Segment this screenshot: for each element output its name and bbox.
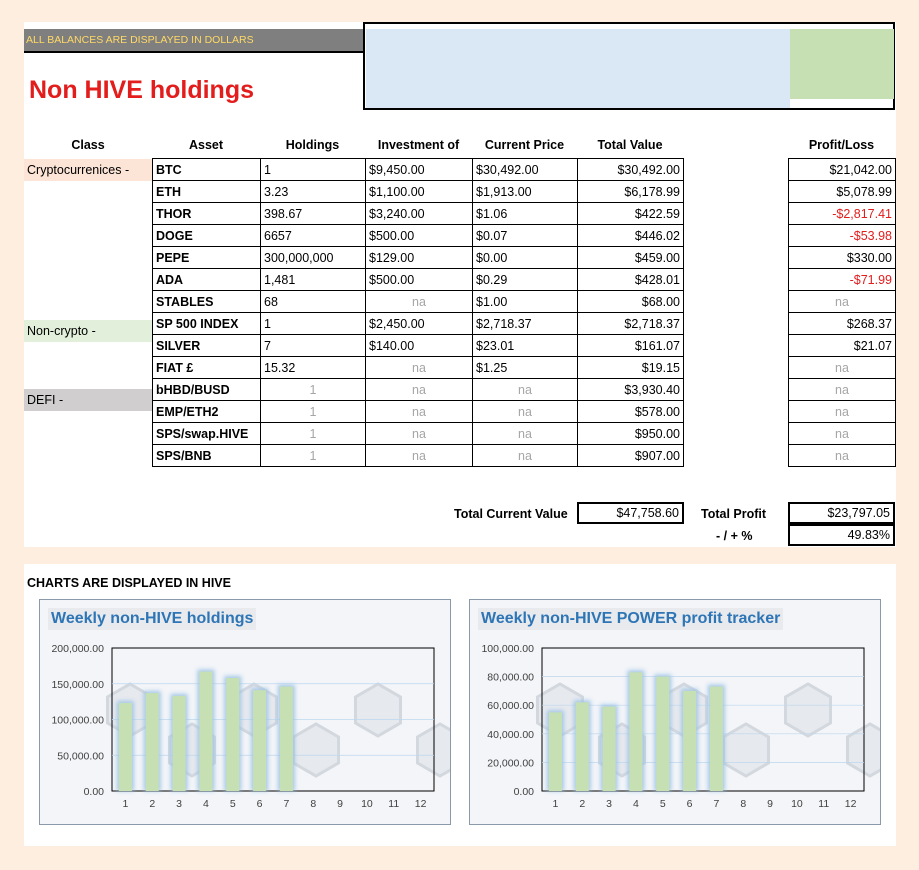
profit-loss-table bbox=[788, 158, 896, 467]
cell-investment[interactable]: na bbox=[366, 423, 473, 445]
y-tick-label: 150,000.00 bbox=[51, 678, 104, 691]
cell-investment[interactable]: na bbox=[366, 445, 473, 467]
bar[interactable] bbox=[576, 702, 589, 791]
table-row bbox=[789, 181, 896, 203]
cell-profit-loss[interactable]: $21.07 bbox=[789, 335, 896, 357]
cell-asset[interactable]: STABLES bbox=[153, 291, 261, 313]
table-row bbox=[153, 203, 684, 225]
bar[interactable] bbox=[549, 712, 562, 791]
y-tick-label: 0.00 bbox=[83, 786, 104, 798]
x-tick-label: 6 bbox=[686, 798, 693, 810]
profit-chart-svg bbox=[470, 600, 880, 824]
x-tick-label: 8 bbox=[310, 798, 317, 810]
cell-profit-loss[interactable]: na bbox=[789, 379, 896, 401]
holdings-chart-title: Weekly non-HIVE holdings bbox=[48, 608, 256, 630]
cell-total[interactable]: $30,492.00 bbox=[578, 159, 684, 181]
cell-profit-loss[interactable]: -$53.98 bbox=[789, 225, 896, 247]
bar[interactable] bbox=[656, 677, 669, 791]
class-defi: DEFI - bbox=[24, 389, 152, 411]
header-box-blue bbox=[366, 29, 790, 108]
cell-profit-loss[interactable]: $21,042.00 bbox=[789, 159, 896, 181]
y-tick-label: 0.00 bbox=[513, 786, 534, 798]
charts-sheet bbox=[24, 564, 896, 846]
x-tick-label: 2 bbox=[579, 798, 586, 810]
table-row bbox=[153, 313, 684, 335]
cell-total[interactable]: $578.00 bbox=[578, 401, 684, 423]
cell-total[interactable]: $950.00 bbox=[578, 423, 684, 445]
x-tick-label: 11 bbox=[818, 798, 830, 810]
cell-holdings[interactable]: 15.32 bbox=[261, 357, 366, 379]
x-tick-label: 3 bbox=[606, 798, 613, 810]
header-box bbox=[363, 22, 895, 110]
cell-holdings[interactable]: 1 bbox=[261, 445, 366, 467]
y-tick-label: 100,000.00 bbox=[51, 714, 104, 727]
y-tick-label: 200,000.00 bbox=[51, 643, 104, 655]
cell-total[interactable]: $161.07 bbox=[578, 335, 684, 357]
cell-total[interactable]: $446.02 bbox=[578, 225, 684, 247]
cell-asset[interactable]: bHBD/BUSD bbox=[153, 379, 261, 401]
cell-profit-loss[interactable]: -$71.99 bbox=[789, 269, 896, 291]
cell-investment[interactable]: $1,100.00 bbox=[366, 181, 473, 203]
class-crypto: Cryptocurrenices - bbox=[24, 159, 152, 181]
cell-price[interactable]: $0.00 bbox=[473, 247, 578, 269]
y-tick-label: 80,000.00 bbox=[487, 671, 534, 684]
x-tick-label: 4 bbox=[632, 798, 639, 810]
x-tick-label: 4 bbox=[202, 798, 209, 810]
cell-holdings[interactable]: 1 bbox=[261, 401, 366, 423]
x-tick-label: 1 bbox=[122, 798, 129, 810]
cell-asset[interactable]: FIAT £ bbox=[153, 357, 261, 379]
cell-investment[interactable]: $129.00 bbox=[366, 247, 473, 269]
holdings-chart-svg bbox=[40, 600, 450, 824]
bar[interactable] bbox=[710, 687, 723, 791]
table-row bbox=[153, 357, 684, 379]
table-row bbox=[153, 291, 684, 313]
total-current-label: Total Current Value bbox=[454, 507, 568, 521]
total-profit-label: Total Profit bbox=[701, 507, 767, 521]
cell-holdings[interactable]: 6657 bbox=[261, 225, 366, 247]
x-tick-label: 12 bbox=[844, 798, 857, 810]
currency-banner: ALL BALANCES ARE DISPLAYED IN DOLLARS bbox=[24, 29, 364, 51]
x-tick-label: 5 bbox=[659, 798, 666, 810]
page-title: Non HIVE holdings bbox=[29, 76, 254, 104]
cell-price[interactable]: na bbox=[473, 379, 578, 401]
y-tick-label: 100,000.00 bbox=[481, 643, 534, 655]
x-tick-label: 10 bbox=[361, 798, 373, 810]
holdings-sheet bbox=[24, 22, 896, 547]
cell-profit-loss[interactable]: na bbox=[789, 357, 896, 379]
table-row bbox=[153, 423, 684, 445]
cell-asset[interactable]: THOR bbox=[153, 203, 261, 225]
x-tick-label: 7 bbox=[283, 798, 290, 810]
cell-asset[interactable]: ETH bbox=[153, 181, 261, 203]
bar[interactable] bbox=[119, 703, 132, 791]
table-row bbox=[789, 445, 896, 467]
profit-chart-title: Weekly non-HIVE POWER profit tracker bbox=[478, 608, 783, 630]
table-row bbox=[153, 401, 684, 423]
table-row bbox=[789, 335, 896, 357]
cell-profit-loss[interactable]: -$2,817.41 bbox=[789, 203, 896, 225]
cell-price[interactable]: $0.29 bbox=[473, 269, 578, 291]
x-tick-label: 6 bbox=[256, 798, 263, 810]
cell-holdings[interactable]: 68 bbox=[261, 291, 366, 313]
header-profit-loss: Profit/Loss bbox=[808, 138, 875, 152]
cell-investment[interactable]: $3,240.00 bbox=[366, 203, 473, 225]
bar[interactable] bbox=[253, 690, 266, 791]
cell-asset[interactable]: BTC bbox=[153, 159, 261, 181]
cell-price[interactable]: na bbox=[473, 423, 578, 445]
x-tick-label: 12 bbox=[414, 798, 427, 810]
cell-price[interactable]: $1.06 bbox=[473, 203, 578, 225]
cell-profit-loss[interactable]: na bbox=[789, 291, 896, 313]
table-row bbox=[789, 313, 896, 335]
bar[interactable] bbox=[280, 687, 293, 791]
table-row bbox=[789, 423, 896, 445]
table-row bbox=[789, 225, 896, 247]
header-class: Class bbox=[71, 138, 105, 152]
cell-total[interactable]: $2,718.37 bbox=[578, 313, 684, 335]
cell-price[interactable]: $2,718.37 bbox=[473, 313, 578, 335]
x-tick-label: 11 bbox=[388, 798, 400, 810]
cell-investment[interactable]: na bbox=[366, 379, 473, 401]
cell-holdings[interactable]: 1,481 bbox=[261, 269, 366, 291]
cell-total[interactable]: $459.00 bbox=[578, 247, 684, 269]
cell-price[interactable]: $1.00 bbox=[473, 291, 578, 313]
header-box-green bbox=[790, 29, 894, 99]
header-price: Current Price bbox=[484, 138, 565, 152]
bar[interactable] bbox=[226, 678, 239, 791]
cell-investment[interactable]: $2,450.00 bbox=[366, 313, 473, 335]
cell-price[interactable]: $23.01 bbox=[473, 335, 578, 357]
table-row bbox=[789, 269, 896, 291]
cell-investment[interactable]: $140.00 bbox=[366, 335, 473, 357]
cell-asset[interactable]: SPS/swap.HIVE bbox=[153, 423, 261, 445]
holdings-chart[interactable] bbox=[39, 599, 451, 825]
cell-profit-loss[interactable]: $330.00 bbox=[789, 247, 896, 269]
table-row bbox=[153, 181, 684, 203]
cell-holdings[interactable]: 1 bbox=[261, 159, 366, 181]
x-tick-label: 1 bbox=[552, 798, 559, 810]
header-divider bbox=[24, 51, 364, 53]
background-hexagon-icon bbox=[724, 724, 769, 776]
cell-price[interactable]: $1.25 bbox=[473, 357, 578, 379]
table-row bbox=[153, 445, 684, 467]
cell-profit-loss[interactable]: na bbox=[789, 445, 896, 467]
cell-investment[interactable]: $500.00 bbox=[366, 225, 473, 247]
header-holdings: Holdings bbox=[285, 138, 340, 152]
cell-asset[interactable]: DOGE bbox=[153, 225, 261, 247]
table-row bbox=[153, 159, 684, 181]
cell-total[interactable]: $68.00 bbox=[578, 291, 684, 313]
cell-holdings[interactable]: 7 bbox=[261, 335, 366, 357]
table-row bbox=[789, 357, 896, 379]
cell-profit-loss[interactable]: $5,078.99 bbox=[789, 181, 896, 203]
cell-total[interactable]: $19.15 bbox=[578, 357, 684, 379]
cell-investment[interactable]: na bbox=[366, 291, 473, 313]
table-row bbox=[789, 203, 896, 225]
header-total: Total Value bbox=[597, 138, 663, 152]
bar[interactable] bbox=[683, 691, 696, 791]
cell-holdings[interactable]: 3.23 bbox=[261, 181, 366, 203]
cell-asset[interactable]: ADA bbox=[153, 269, 261, 291]
x-tick-label: 2 bbox=[149, 798, 156, 810]
cell-holdings[interactable]: 398.67 bbox=[261, 203, 366, 225]
table-row bbox=[789, 379, 896, 401]
cell-holdings[interactable]: 1 bbox=[261, 313, 366, 335]
y-tick-label: 20,000.00 bbox=[487, 757, 534, 770]
cell-price[interactable]: na bbox=[473, 401, 578, 423]
x-tick-label: 3 bbox=[176, 798, 183, 810]
x-tick-label: 8 bbox=[740, 798, 747, 810]
table-row bbox=[153, 335, 684, 357]
charts-heading: CHARTS ARE DISPLAYED IN HIVE bbox=[27, 576, 231, 590]
class-non-crypto: Non-crypto - bbox=[24, 320, 152, 342]
y-tick-label: 40,000.00 bbox=[487, 728, 534, 741]
y-tick-label: 60,000.00 bbox=[487, 700, 534, 713]
background-hexagon-icon bbox=[356, 684, 401, 736]
table-row bbox=[789, 291, 896, 313]
cell-investment[interactable]: na bbox=[366, 401, 473, 423]
table-row bbox=[789, 401, 896, 423]
holdings-table bbox=[152, 158, 684, 467]
cell-total[interactable]: $907.00 bbox=[578, 445, 684, 467]
cell-profit-loss[interactable]: $268.37 bbox=[789, 313, 896, 335]
table-row bbox=[153, 269, 684, 291]
table-row bbox=[153, 247, 684, 269]
bar[interactable] bbox=[146, 693, 159, 791]
x-tick-label: 7 bbox=[713, 798, 720, 810]
background-hexagon-icon bbox=[786, 684, 831, 736]
cell-price[interactable]: $0.07 bbox=[473, 225, 578, 247]
cell-total[interactable]: $428.01 bbox=[578, 269, 684, 291]
cell-total[interactable]: $3,930.40 bbox=[578, 379, 684, 401]
x-tick-label: 10 bbox=[791, 798, 803, 810]
total-current-value[interactable]: $47,758.60 bbox=[577, 502, 684, 524]
cell-profit-loss[interactable]: na bbox=[789, 423, 896, 445]
bar[interactable] bbox=[199, 672, 212, 791]
background-hexagon-icon bbox=[294, 724, 339, 776]
cell-asset[interactable]: PEPE bbox=[153, 247, 261, 269]
table-row bbox=[789, 247, 896, 269]
cell-price[interactable]: $1,913.00 bbox=[473, 181, 578, 203]
cell-holdings[interactable]: 1 bbox=[261, 379, 366, 401]
cell-profit-loss[interactable]: na bbox=[789, 401, 896, 423]
profit-chart[interactable] bbox=[469, 599, 881, 825]
cell-asset[interactable]: EMP/ETH2 bbox=[153, 401, 261, 423]
cell-investment[interactable]: $9,450.00 bbox=[366, 159, 473, 181]
cell-total[interactable]: $6,178.99 bbox=[578, 181, 684, 203]
cell-investment[interactable]: $500.00 bbox=[366, 269, 473, 291]
bar[interactable] bbox=[629, 672, 642, 791]
x-tick-label: 5 bbox=[229, 798, 236, 810]
cell-asset[interactable]: SP 500 INDEX bbox=[153, 313, 261, 335]
x-tick-label: 9 bbox=[767, 798, 774, 810]
cell-asset[interactable]: SILVER bbox=[153, 335, 261, 357]
cell-price[interactable]: $30,492.00 bbox=[473, 159, 578, 181]
y-tick-label: 50,000.00 bbox=[57, 750, 104, 763]
table-row bbox=[153, 379, 684, 401]
cell-price[interactable]: na bbox=[473, 445, 578, 467]
total-profit-value[interactable]: $23,797.05 bbox=[788, 502, 895, 524]
bar[interactable] bbox=[603, 707, 616, 791]
cell-total[interactable]: $422.59 bbox=[578, 203, 684, 225]
cell-investment[interactable]: na bbox=[366, 357, 473, 379]
bar[interactable] bbox=[173, 696, 186, 791]
table-row bbox=[153, 225, 684, 247]
percent-value[interactable]: 49.83% bbox=[788, 524, 895, 546]
cell-holdings[interactable]: 1 bbox=[261, 423, 366, 445]
header-investment: Investment of bbox=[377, 138, 460, 152]
cell-asset[interactable]: SPS/BNB bbox=[153, 445, 261, 467]
percent-label: - / + % bbox=[716, 529, 753, 543]
cell-holdings[interactable]: 300,000,000 bbox=[261, 247, 366, 269]
header-asset: Asset bbox=[188, 138, 224, 152]
x-tick-label: 9 bbox=[337, 798, 344, 810]
table-row bbox=[789, 159, 896, 181]
